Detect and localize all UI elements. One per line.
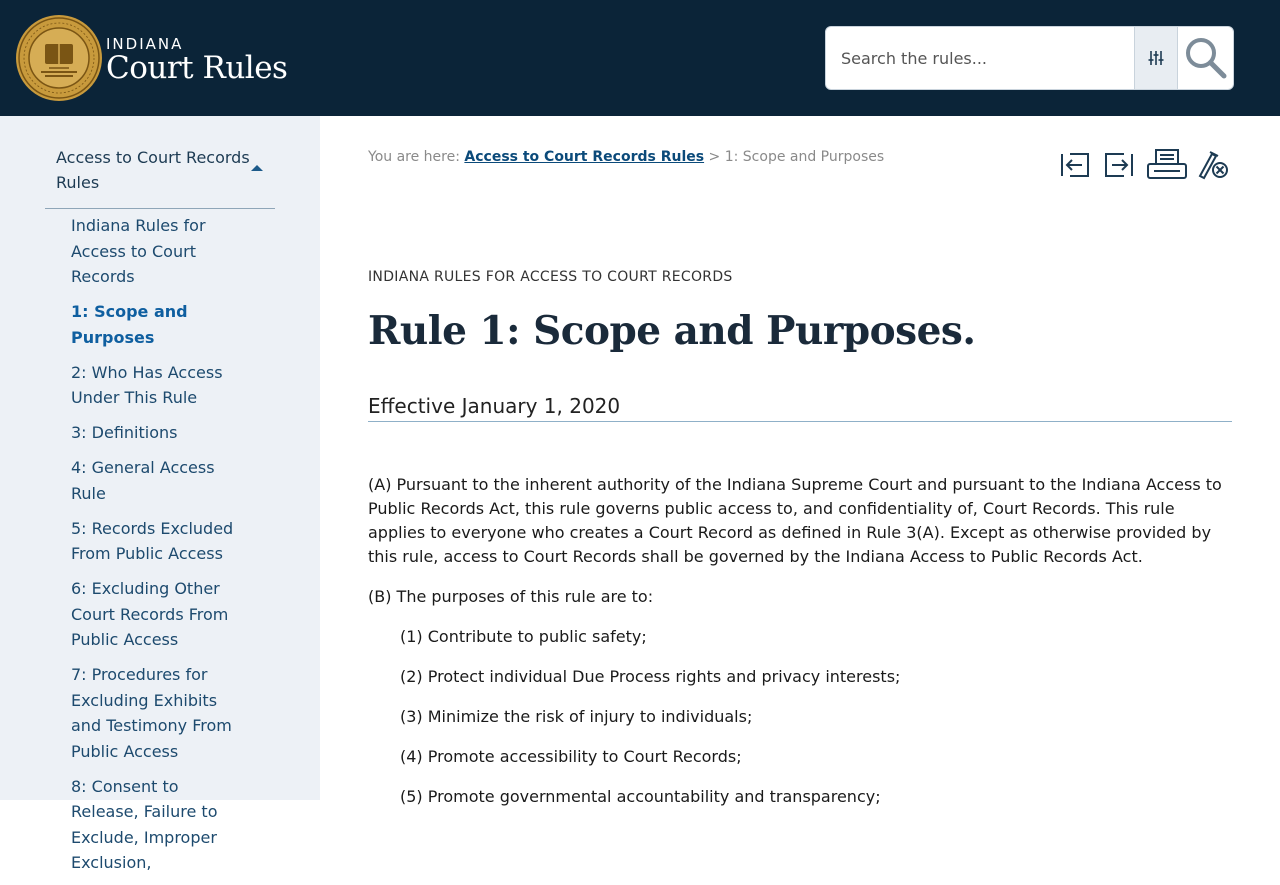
previous-icon: [1058, 148, 1092, 182]
sidebar: [0, 116, 320, 872]
breadcrumb-link-access-rules[interactable]: Access to Court Records Rules: [464, 149, 705, 165]
brand-state: INDIANA: [106, 35, 184, 53]
rule-body: [368, 473, 1232, 825]
rule-group-label: INDIANA RULES FOR ACCESS TO COURT RECORDS: [368, 269, 733, 285]
site-header: [0, 0, 1280, 116]
rule-purpose-item: (3) Minimize the risk of injury to individuals;: [400, 707, 753, 726]
sidebar-section-title: Access to Court Records Rules: [56, 148, 250, 192]
previous-rule-button[interactable]: [1058, 148, 1092, 186]
rule-purpose-item: (2) Protect individual Due Process rights and privacy interests;: [400, 667, 901, 686]
court-seal-logo[interactable]: [15, 14, 103, 102]
rule-purpose-item: (5) Promote governmental accountability and transparency;: [400, 787, 881, 806]
breadcrumb-prefix: You are here:: [368, 149, 460, 165]
next-icon: [1102, 148, 1136, 182]
breadcrumb: [368, 149, 884, 165]
sidebar-rule-list: [71, 213, 251, 885]
search-input[interactable]: [826, 27, 1134, 89]
sidebar-item-rule-2[interactable]: 2: Who Has Access Under This Rule: [71, 362, 223, 407]
site-brand[interactable]: [106, 36, 287, 84]
sidebar-item-rule-8[interactable]: 8: Consent to Release, Failure to Exclude, Improper Exclusion,: [71, 776, 218, 872]
breadcrumb-separator: >: [708, 149, 721, 165]
caret-up-icon: [251, 165, 263, 171]
rule-paragraph-a: (A) Pursuant to the inherent authority of the Indiana Supreme Court and pursuant to the Indiana Access to Public Records Act, this rule governs public access to, and confidentiality of, Court Records. This rule applies to everyone who creates a Court Record as defined in Rule 3(A). Except as otherwise provided by this rule, access to Court Records shall be governed by the Indiana Access to Public Records Act.: [368, 475, 1222, 566]
rule-toolbar: [1058, 148, 1238, 184]
search-button[interactable]: [1178, 27, 1234, 89]
clear-highlight-icon: [1196, 148, 1230, 182]
clear-highlight-button[interactable]: [1196, 148, 1230, 186]
rule-purpose-item: (4) Promote accessibility to Court Records;: [400, 747, 742, 766]
breadcrumb-current: 1: Scope and Purposes: [724, 149, 885, 165]
next-rule-button[interactable]: [1102, 148, 1136, 186]
sidebar-item-rule-3[interactable]: 3: Definitions: [71, 423, 178, 442]
page-title: Rule 1: Scope and Purposes.: [368, 308, 976, 354]
sidebar-item-indiana-rules[interactable]: Indiana Rules for Access to Court Records: [71, 216, 206, 286]
rule-purpose-item: (1) Contribute to public safety;: [400, 627, 647, 646]
sliders-icon: [1147, 49, 1165, 67]
rule-paragraph-b: (B) The purposes of this rule are to:: [368, 587, 654, 606]
print-icon: [1146, 148, 1188, 182]
effective-date: Effective January 1, 2020: [368, 394, 1232, 422]
sidebar-item-rule-6[interactable]: 6: Excluding Other Court Records From Public Access: [71, 579, 229, 649]
sidebar-section-toggle[interactable]: [45, 145, 275, 209]
search-icon: [1183, 35, 1229, 81]
sidebar-item-rule-1[interactable]: 1: Scope and Purposes: [71, 302, 188, 347]
brand-title: Court Rules: [106, 50, 288, 86]
search-box: [825, 26, 1234, 90]
sidebar-item-rule-4[interactable]: 4: General Access Rule: [71, 458, 215, 503]
search-filter-button[interactable]: [1134, 27, 1178, 89]
sidebar-item-rule-7[interactable]: 7: Procedures for Excluding Exhibits and Testimony From Public Access: [71, 665, 232, 761]
print-button[interactable]: [1146, 148, 1188, 186]
seal-icon: [15, 14, 103, 102]
sidebar-item-rule-5[interactable]: 5: Records Excluded From Public Access: [71, 518, 234, 563]
